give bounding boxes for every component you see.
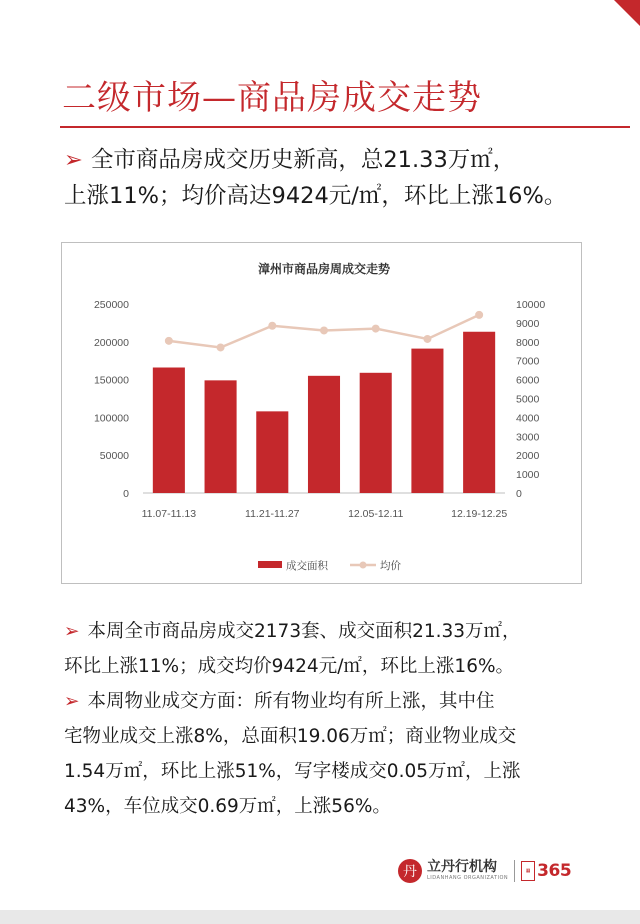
legend-swatch-area (258, 561, 282, 568)
x-tick-label: 11.21-11.27 (245, 508, 300, 520)
bar-12.05-12.11 (360, 373, 392, 493)
brand-logo (398, 856, 578, 886)
bar-11.28-12.04 (308, 376, 340, 493)
x-tick-label: 12.19-12.25 (451, 508, 508, 520)
legend-marker-price (360, 562, 367, 569)
legend-label-area: 成交面积 (286, 560, 328, 572)
headline-summary (64, 142, 624, 214)
bar-11.14-11.20 (205, 380, 237, 493)
bar-11.21-11.27 (256, 411, 288, 493)
weekly-transaction-chart (62, 243, 581, 583)
page-title: 二级市场—商品房成交走势 (62, 78, 482, 118)
y-right-tick-label: 10000 (516, 299, 546, 311)
legend-label-price: 均价 (380, 560, 401, 572)
y-right-tick-label: 5000 (516, 393, 540, 406)
bar-12.19-12.25 (463, 332, 495, 493)
arrow-bullet-icon: ➢ (64, 147, 83, 173)
arrow-bullet-icon: ➢ (64, 691, 80, 712)
y-right-tick-label: 6000 (516, 374, 540, 387)
y-right-tick-label: 9000 (516, 317, 540, 330)
bottom-band (0, 910, 640, 924)
y-left-tick-label: 250000 (93, 299, 129, 311)
corner-triangle (614, 0, 640, 26)
y-left-tick-label: 50000 (99, 450, 129, 463)
y-right-tick-label: 7000 (516, 355, 540, 368)
para2-line-3: 1.54万㎡，环比上涨51%，写字楼成交0.05万㎡，上涨 (64, 761, 521, 782)
para1-line-1: 本周全市商品房成交2173套、成交面积21.33万㎡， (87, 621, 521, 642)
body-paragraphs (64, 614, 624, 824)
average-price-point-11.14-11.20 (217, 343, 225, 351)
bar-12.12-12.18 (411, 349, 443, 493)
average-price-point-12.12-12.18 (423, 335, 431, 343)
y-right-tick-label: 1000 (516, 469, 540, 482)
average-price-point-12.19-12.25 (475, 311, 483, 319)
para1-line-2: 环比上涨11%；成交均价9424元/㎡，环比上涨16%。 (64, 656, 515, 677)
y-left-tick-label: 150000 (93, 374, 129, 387)
average-price-point-11.07-11.13 (165, 337, 173, 345)
para2-line-1: 本周物业成交方面：所有物业均有所上涨，其中住 (87, 691, 495, 712)
average-price-point-11.28-12.04 (320, 326, 328, 334)
x-tick-label: 12.05-12.11 (348, 508, 404, 520)
calendar-icon: ▦ (521, 861, 535, 881)
y-right-tick-label: 2000 (516, 450, 540, 463)
headline-line-1: 全市商品房成交历史新高，总21.33万㎡， (90, 147, 516, 173)
logo-english: LIDANHANG ORGANIZATION (427, 875, 509, 881)
logo-separator (514, 860, 515, 882)
x-tick-label: 11.07-11.13 (141, 508, 197, 520)
average-price-point-12.05-12.11 (372, 325, 380, 333)
y-left-tick-label: 100000 (93, 412, 129, 425)
logo-name: 立丹行机构 (427, 859, 497, 875)
y-right-tick-label: 0 (516, 488, 522, 500)
para2-line-4: 43%，车位成交0.69万㎡，上涨56%。 (64, 796, 391, 817)
logo-365: 365 (537, 861, 572, 881)
y-left-tick-label: 0 (123, 488, 129, 500)
arrow-bullet-icon: ➢ (64, 621, 80, 642)
average-price-point-11.21-11.27 (268, 322, 276, 330)
logo-mark-icon: 丹 (398, 859, 422, 883)
headline-line-2: 上涨11%；均价高达9424元/㎡，环比上涨16%。 (64, 183, 567, 209)
chart-panel (61, 242, 582, 584)
para2-line-2: 宅物业成交上涨8%，总面积19.06万㎡；商业物业成交 (64, 726, 517, 747)
y-right-tick-label: 8000 (516, 336, 540, 349)
chart-title: 漳州市商品房周成交走势 (257, 262, 391, 276)
y-right-tick-label: 3000 (516, 431, 540, 444)
y-left-tick-label: 200000 (93, 336, 129, 349)
y-right-tick-label: 4000 (516, 412, 540, 425)
bar-11.07-11.13 (153, 368, 185, 493)
title-divider (60, 126, 630, 128)
